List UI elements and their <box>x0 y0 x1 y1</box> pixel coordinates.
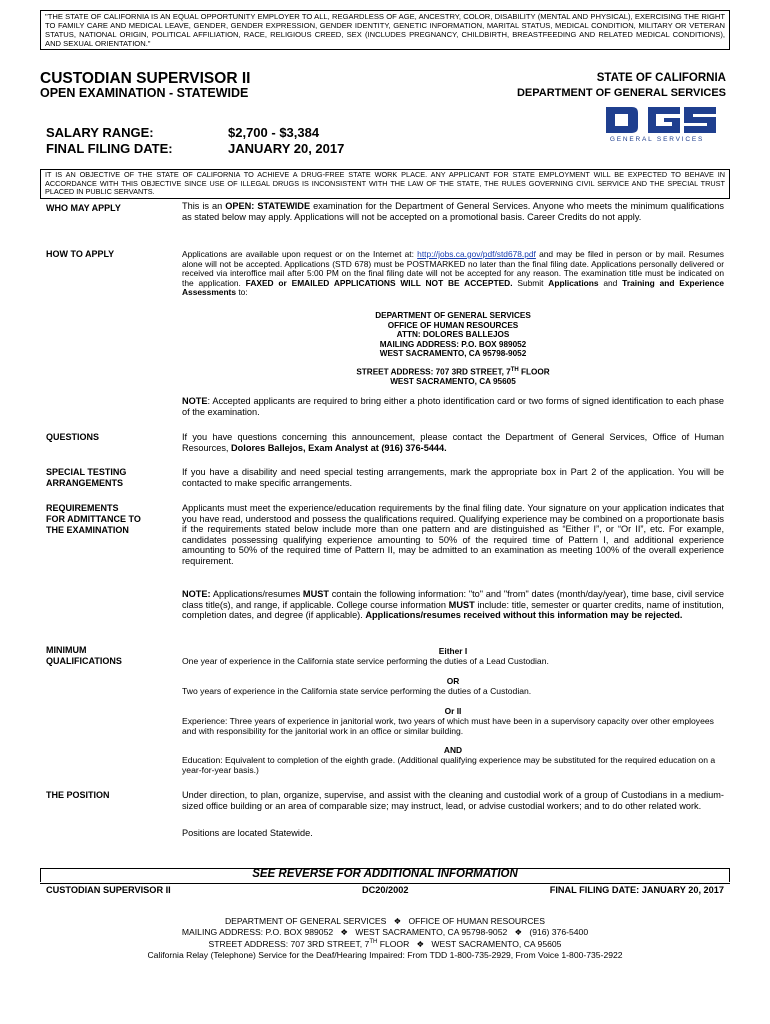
pattern-or2-text: Experience: Three years of experience in janitorial work, two years of which must have been in a supervisory capacity over other employees and with responsibility for the janitorial work in an office or similar building. <box>182 716 714 736</box>
logo-subtitle: GENERAL SERVICES <box>609 136 705 143</box>
footer-address: DEPARTMENT OF GENERAL SERVICES ❖ OFFICE OF HUMAN RESOURCES MAILING ADDRESS: P.O. BOX 989052 ❖ WEST SACRAMENTO, CA 95798-9052 ❖ (916) 376-5400 STREET ADDRESS: 707 3RD STREET, 7TH FLOOR ❖ WEST SACRAMENTO, CA 95605 California Relay (Telephone) Service for the Deaf/Hearing Impaired: From TDD 1-800-735-2929, From Voice 1-800-735-2922 <box>147 916 623 960</box>
footer-filing-date: FINAL FILING DATE: JANUARY 20, 2017 <box>549 885 724 895</box>
or-text: Two years of experience in the California state service performing the duties of a Custodian. <box>182 686 532 696</box>
drug-free-notice: IT IS AN OBJECTIVE OF THE STATE OF CALIFORNIA TO ACHIEVE A DRUG-FREE STATE WORK PLACE. ANY APPLICANT FOR STATE EMPLOYMENT WILL BE EXPECTED TO BEHAVE IN ACCORDANCE WITH THIS OBJECTIVE SINCE USE OF ILLEGAL DRUGS IS INCONSISTENT WITH THE LAW OF THE STATE, THE RULES GOVERNING CIVIL SERVICE AND THE SPECIAL TRUST PLACED IN PUBLIC SERVANTS. <box>40 169 730 199</box>
pattern-either-text: One year of experience in the California state service performing the duties of a Lead Custodian. <box>182 656 549 666</box>
footer-code: DC20/2002 <box>362 885 409 895</box>
or-heading: OR <box>446 676 460 686</box>
min-qualifications-label: MINIMUM QUALIFICATIONS <box>46 645 122 666</box>
how-to-apply-text: Applications are available upon request or on the Internet at: http://jobs.ca.gov/pdf/std678.pdf and may be filed in person or by mail. Resumes alone will not be accepted. Applications (STD 678) must be POSTMARKED no later than the final filing date. Applications personally delivered or received via interoffice mail after 5:00 PM on the final filing date will not be accepted for any reason. The examination title must be indicated on the application. FAXED or EMAILED APPLICATIONS WILL NOT BE ACCEPTED. Submit Applications and Training and Experience Assessments to: <box>182 249 724 298</box>
education-text: Education: Equivalent to completion of the eighth grade. (Additional qualifying experience may be substituted for the required education on a year-for-year basis.) <box>182 755 716 775</box>
application-link[interactable]: http://jobs.ca.gov/pdf/std678.pdf <box>417 249 536 259</box>
dgs-logo <box>598 105 718 151</box>
eeo-notice: "THE STATE OF CALIFORNIA IS AN EQUAL OPPORTUNITY EMPLOYER TO ALL, REGARDLESS OF AGE, ANCESTRY, COLOR, DISABILITY (MENTAL AND PHYSICAL), EXERCISING THE RIGHT TO FAMILY CARE AND MEDICAL LEAVE, GENDER, GENDER EXPRESSION, GENDER IDENTITY, GENETIC INFORMATION, MARITAL STATUS, MEDICAL CONDITION, MILITARY OR VETERAN STATUS, NATIONAL ORIGIN, POLITICAL AFFILIATION, RACE, RELIGIOUS CREED, SEX (INCLUDES PREGNANCY, CHILDBIRTH, BREASTFEEDING AND RELATED MEDICAL CONDITIONS), AND SEXUAL ORIENTATION." <box>40 10 730 50</box>
pattern-either-heading: Either I <box>438 646 468 656</box>
bullet-icon: ❖ <box>416 939 425 950</box>
page-title: CUSTODIAN SUPERVISOR II <box>40 70 251 87</box>
state-name: STATE OF CALIFORNIA <box>596 72 726 84</box>
id-note: NOTE: Accepted applicants are required to bring either a photo identification card or two forms of signed identification to each phase of the examination. <box>182 396 724 417</box>
mailing-address: DEPARTMENT OF GENERAL SERVICES OFFICE OF HUMAN RESOURCES ATTN: DOLORES BALLEJOS MAILING ADDRESS: P.O. BOX 989052 WEST SACRAMENTO, CA 95798-9052 <box>375 311 531 359</box>
requirements-label: REQUIREMENTS FOR ADMITTANCE TO THE EXAMINATION <box>46 503 141 535</box>
position-location: Positions are located Statewide. <box>182 828 313 838</box>
exam-type: OPEN EXAMINATION - STATEWIDE <box>40 86 249 100</box>
filing-value: JANUARY 20, 2017 <box>228 141 345 156</box>
position-text: Under direction, to plan, organize, supervise, and assist with the cleaning and custodial work of a group of Custodians in a medium-sized office building or an area of comparable size; may instruct, lead, or advise custodial workers; and to do other related work. <box>182 790 724 811</box>
footer-title: CUSTODIAN SUPERVISOR II <box>46 885 171 895</box>
salary-value: $2,700 - $3,384 <box>228 125 320 140</box>
department-name: DEPARTMENT OF GENERAL SERVICES <box>516 87 726 99</box>
bullet-icon: ❖ <box>514 926 523 937</box>
salary-label: SALARY RANGE: <box>46 125 154 140</box>
and-heading: AND <box>443 745 463 755</box>
filing-label: FINAL FILING DATE: <box>46 141 173 156</box>
special-testing-label: SPECIAL TESTING ARRANGEMENTS <box>46 467 127 488</box>
questions-label: QUESTIONS <box>46 432 100 442</box>
street-address: STREET ADDRESS: 707 3RD STREET, 7TH FLOOR WEST SACRAMENTO, CA 95605 <box>356 367 550 387</box>
questions-text: If you have questions concerning this announcement, please contact the Department of General Services, Office of Human Resources, Dolores Ballejos, Exam Analyst at (916) 376-5444. <box>182 432 724 453</box>
special-testing-text: If you have a disability and need special testing arrangements, mark the appropriate box in Part 2 of the application. You will be contacted to make specific arrangements. <box>182 467 724 488</box>
bullet-icon: ❖ <box>340 926 349 937</box>
how-to-apply-label: HOW TO APPLY <box>46 249 115 259</box>
see-reverse: SEE REVERSE FOR ADDITIONAL INFORMATION <box>252 868 518 880</box>
requirements-note: NOTE: Applications/resumes MUST contain the following information: "to" and "from" dates (month/day/year), time base, civil service class title(s), and range, if applicable. College course information MUST include: title, semester or quarter credits, name of institution, completion dates, and degree (if applicable). Applications/resumes received without this information may be rejected. <box>182 589 725 621</box>
who-may-apply-text: This is an OPEN: STATEWIDE examination for the Department of General Services. Anyone who meets the minimum qualifications as stated below may apply. Applications will not be accepted on a promotional basis. Career Credits do not apply. <box>182 201 724 222</box>
requirements-text: Applicants must meet the experience/education requirements by the final filing date. Your signature on your application indicates that you have read, understood and possess the qualifications required. Qualifying experience may be combined on a proportionate basis if the requirements stated below include more than one pattern and are distinguished as “Either I”, or “Or II”, etc. For example, candidates possessing qualifying experience amounting to 50% of the required time of Pattern I, and additional experience amounting to 50% of the required time of Pattern II, may be admitted to an examination as meeting 100% of the overall experience requirement. <box>182 503 724 566</box>
position-label: THE POSITION <box>46 790 110 800</box>
bullet-icon: ❖ <box>393 916 402 926</box>
pattern-or2-heading: Or II <box>444 706 462 716</box>
footer-rule <box>40 883 730 884</box>
who-may-apply-label: WHO MAY APPLY <box>46 203 121 213</box>
